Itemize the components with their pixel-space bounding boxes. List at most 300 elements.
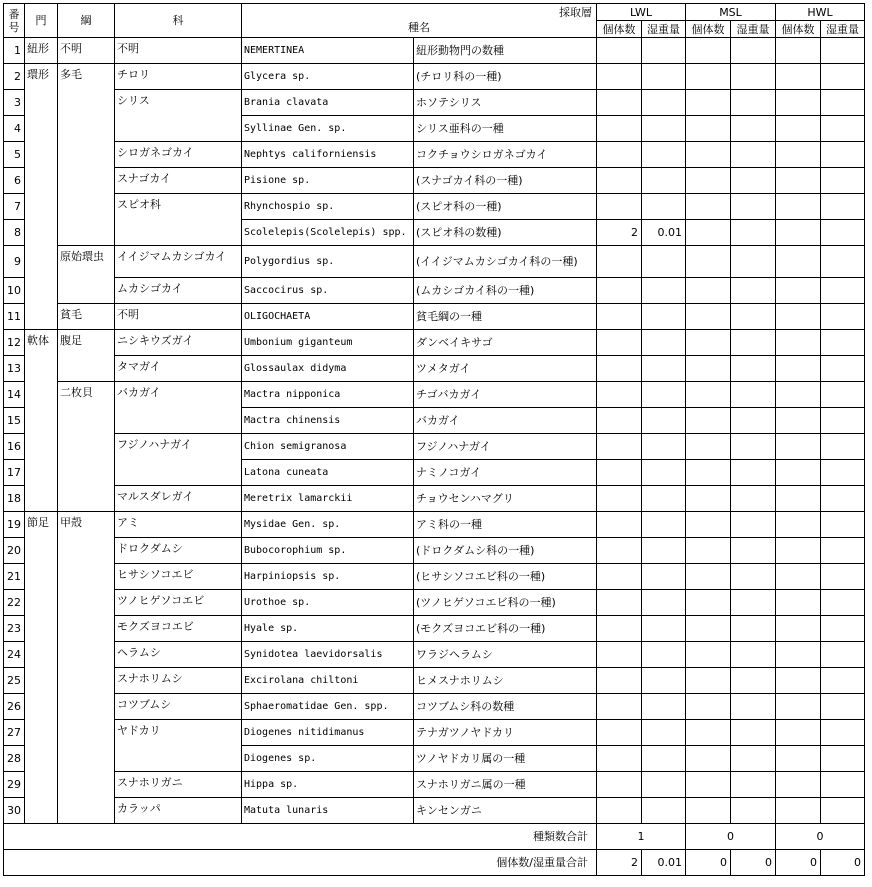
table-row <box>4 64 865 90</box>
row-msl-count <box>686 408 731 434</box>
row-lwl-count <box>597 330 642 356</box>
row-lwl-weight <box>642 246 686 278</box>
row-msl-count <box>686 486 731 512</box>
row-family: シリス <box>115 90 242 142</box>
row-family: アミ <box>115 512 242 538</box>
row-hwl-count <box>776 668 821 694</box>
row-family: マルスダレガイ <box>115 486 242 512</box>
row-msl-count <box>686 246 731 278</box>
row-scientific-name: Scolelepis(Scolelepis) spp. <box>242 220 414 246</box>
row-phylum: 節足 <box>25 512 58 824</box>
row-msl-count <box>686 590 731 616</box>
row-japanese-name: キンセンガニ <box>414 798 597 824</box>
row-class: 腹足 <box>58 330 115 382</box>
row-msl-count <box>686 90 731 116</box>
row-number: 8 <box>4 220 25 246</box>
row-hwl-weight <box>821 616 865 642</box>
row-hwl-count <box>776 278 821 304</box>
row-lwl-weight <box>642 168 686 194</box>
row-japanese-name: コクチョウシロガネゴカイ <box>414 142 597 168</box>
total-msl-weight: 0 <box>731 850 776 876</box>
row-lwl-count <box>597 772 642 798</box>
row-hwl-weight <box>821 278 865 304</box>
row-hwl-count <box>776 798 821 824</box>
row-japanese-name: (ドロクダムシ科の一種) <box>414 538 597 564</box>
row-lwl-count <box>597 168 642 194</box>
row-lwl-count <box>597 434 642 460</box>
table-row <box>4 330 865 356</box>
row-lwl-count <box>597 720 642 746</box>
row-number: 20 <box>4 538 25 564</box>
row-msl-count <box>686 746 731 772</box>
header-number: 番 号 <box>4 4 25 38</box>
row-number: 26 <box>4 694 25 720</box>
row-lwl-weight: 0.01 <box>642 220 686 246</box>
row-scientific-name: NEMERTINEA <box>242 38 414 64</box>
row-lwl-weight <box>642 746 686 772</box>
row-msl-count <box>686 616 731 642</box>
row-lwl-weight <box>642 304 686 330</box>
row-hwl-count <box>776 590 821 616</box>
row-msl-count <box>686 304 731 330</box>
row-lwl-weight <box>642 330 686 356</box>
table-row <box>4 668 865 694</box>
header-lwl-count: 個体数 <box>597 21 642 38</box>
row-phylum: 紐形 <box>25 38 58 64</box>
row-lwl-count <box>597 304 642 330</box>
row-hwl-weight <box>821 746 865 772</box>
row-number: 6 <box>4 168 25 194</box>
row-lwl-weight <box>642 356 686 382</box>
row-lwl-count <box>597 694 642 720</box>
row-lwl-count <box>597 642 642 668</box>
row-scientific-name: Rhynchospio sp. <box>242 194 414 220</box>
row-scientific-name: Excirolana chiltoni <box>242 668 414 694</box>
row-hwl-count <box>776 90 821 116</box>
row-scientific-name: Diogenes sp. <box>242 746 414 772</box>
row-hwl-count <box>776 330 821 356</box>
row-japanese-name: シリス亜科の一種 <box>414 116 597 142</box>
row-japanese-name: ナミノコガイ <box>414 460 597 486</box>
row-hwl-count <box>776 382 821 408</box>
row-number: 21 <box>4 564 25 590</box>
row-msl-weight <box>731 564 776 590</box>
header-msl-weight: 湿重量 <box>731 21 776 38</box>
row-hwl-count <box>776 168 821 194</box>
row-msl-weight <box>731 694 776 720</box>
row-msl-count <box>686 720 731 746</box>
row-lwl-weight <box>642 538 686 564</box>
row-japanese-name: (スピオ科の一種) <box>414 194 597 220</box>
row-scientific-name: Mactra nipponica <box>242 382 414 408</box>
row-hwl-count <box>776 142 821 168</box>
row-family: スナホリガニ <box>115 772 242 798</box>
row-number: 7 <box>4 194 25 220</box>
row-scientific-name: Chion semigranosa <box>242 434 414 460</box>
row-japanese-name: (スピオ科の数種) <box>414 220 597 246</box>
row-msl-weight <box>731 616 776 642</box>
table-row <box>4 798 865 824</box>
row-scientific-name: Hyale sp. <box>242 616 414 642</box>
row-msl-count <box>686 64 731 90</box>
row-number: 29 <box>4 772 25 798</box>
table-row <box>4 486 865 512</box>
row-japanese-name: (ヒサシソコエビ科の一種) <box>414 564 597 590</box>
row-hwl-weight <box>821 668 865 694</box>
row-lwl-count <box>597 408 642 434</box>
row-japanese-name: スナホリガニ属の一種 <box>414 772 597 798</box>
row-lwl-count <box>597 278 642 304</box>
total-msl-count: 0 <box>686 850 731 876</box>
row-msl-count <box>686 38 731 64</box>
header-msl-count: 個体数 <box>686 21 731 38</box>
row-japanese-name: ホソテシリス <box>414 90 597 116</box>
row-lwl-count <box>597 142 642 168</box>
row-hwl-weight <box>821 694 865 720</box>
row-hwl-count <box>776 746 821 772</box>
row-lwl-weight <box>642 564 686 590</box>
row-scientific-name: Sphaeromatidae Gen. spp. <box>242 694 414 720</box>
row-msl-weight <box>731 720 776 746</box>
row-family: ムカシゴカイ <box>115 278 242 304</box>
row-hwl-count <box>776 564 821 590</box>
row-hwl-weight <box>821 330 865 356</box>
header-lwl: LWL <box>597 4 686 21</box>
row-hwl-weight <box>821 116 865 142</box>
row-hwl-count <box>776 642 821 668</box>
row-number: 12 <box>4 330 25 356</box>
row-scientific-name: OLIGOCHAETA <box>242 304 414 330</box>
row-msl-count <box>686 278 731 304</box>
row-scientific-name: Matuta lunaris <box>242 798 414 824</box>
row-msl-weight <box>731 304 776 330</box>
table-body <box>4 38 865 824</box>
row-lwl-count <box>597 382 642 408</box>
row-family: ニシキウズガイ <box>115 330 242 356</box>
row-class: 貧毛 <box>58 304 115 330</box>
row-family: イイジマムカシゴカイ <box>115 246 242 278</box>
row-msl-weight <box>731 798 776 824</box>
row-class: 不明 <box>58 38 115 64</box>
table-row <box>4 38 865 64</box>
row-lwl-weight <box>642 382 686 408</box>
row-msl-weight <box>731 38 776 64</box>
row-class: 原始環虫 <box>58 246 115 304</box>
row-msl-weight <box>731 460 776 486</box>
table-row <box>4 194 865 220</box>
row-lwl-count <box>597 616 642 642</box>
row-lwl-weight <box>642 434 686 460</box>
row-japanese-name: ツメタガイ <box>414 356 597 382</box>
row-msl-count <box>686 220 731 246</box>
row-hwl-weight <box>821 246 865 278</box>
header-family: 科 <box>115 4 242 38</box>
row-lwl-weight <box>642 694 686 720</box>
row-scientific-name: Glossaulax didyma <box>242 356 414 382</box>
row-msl-weight <box>731 356 776 382</box>
row-family: ドロクダムシ <box>115 538 242 564</box>
row-lwl-weight <box>642 90 686 116</box>
row-msl-weight <box>731 486 776 512</box>
row-msl-weight <box>731 434 776 460</box>
table-row <box>4 304 865 330</box>
row-hwl-count <box>776 460 821 486</box>
row-lwl-count <box>597 246 642 278</box>
header-species: 種名 <box>408 21 430 34</box>
row-lwl-count <box>597 356 642 382</box>
row-family: バカガイ <box>115 382 242 434</box>
row-family: シロガネゴカイ <box>115 142 242 168</box>
row-scientific-name: Diogenes nitidimanus <box>242 720 414 746</box>
row-lwl-count <box>597 538 642 564</box>
row-hwl-weight <box>821 304 865 330</box>
row-hwl-weight <box>821 38 865 64</box>
row-japanese-name: チゴバカガイ <box>414 382 597 408</box>
row-number: 3 <box>4 90 25 116</box>
row-class: 二枚貝 <box>58 382 115 512</box>
row-scientific-name: Harpiniopsis sp. <box>242 564 414 590</box>
row-hwl-weight <box>821 220 865 246</box>
total-species-hwl: 0 <box>776 824 865 850</box>
total-lwl-weight: 0.01 <box>642 850 686 876</box>
row-number: 14 <box>4 382 25 408</box>
row-msl-weight <box>731 116 776 142</box>
table-row <box>4 694 865 720</box>
row-lwl-count <box>597 798 642 824</box>
row-msl-weight <box>731 642 776 668</box>
row-msl-weight <box>731 772 776 798</box>
row-lwl-weight <box>642 278 686 304</box>
row-scientific-name: Pisione sp. <box>242 168 414 194</box>
row-number: 25 <box>4 668 25 694</box>
row-hwl-weight <box>821 642 865 668</box>
row-class: 甲殻 <box>58 512 115 824</box>
total-species-label: 種類数合計 <box>4 824 597 850</box>
row-hwl-count <box>776 64 821 90</box>
header-layer: 採取層 <box>559 6 592 19</box>
row-msl-count <box>686 538 731 564</box>
row-scientific-name: Syllinae Gen. sp. <box>242 116 414 142</box>
row-lwl-weight <box>642 64 686 90</box>
row-lwl-count <box>597 590 642 616</box>
table-row <box>4 90 865 116</box>
species-table <box>3 3 865 876</box>
row-number: 22 <box>4 590 25 616</box>
row-family: モクズヨコエビ <box>115 616 242 642</box>
row-msl-count <box>686 564 731 590</box>
row-number: 13 <box>4 356 25 382</box>
row-hwl-count <box>776 356 821 382</box>
row-lwl-weight <box>642 616 686 642</box>
row-number: 15 <box>4 408 25 434</box>
row-scientific-name: Synidotea laevidorsalis <box>242 642 414 668</box>
table-row <box>4 772 865 798</box>
row-lwl-weight <box>642 798 686 824</box>
row-hwl-weight <box>821 512 865 538</box>
row-hwl-weight <box>821 408 865 434</box>
row-msl-count <box>686 460 731 486</box>
row-scientific-name: Mysidae Gen. sp. <box>242 512 414 538</box>
row-lwl-weight <box>642 460 686 486</box>
table-row <box>4 564 865 590</box>
row-number: 11 <box>4 304 25 330</box>
row-japanese-name: 紐形動物門の数種 <box>414 38 597 64</box>
row-lwl-count <box>597 486 642 512</box>
row-hwl-weight <box>821 772 865 798</box>
row-number: 27 <box>4 720 25 746</box>
row-hwl-weight <box>821 538 865 564</box>
row-msl-count <box>686 356 731 382</box>
table-row <box>4 278 865 304</box>
row-hwl-weight <box>821 434 865 460</box>
row-number: 23 <box>4 616 25 642</box>
row-lwl-count <box>597 668 642 694</box>
row-msl-count <box>686 168 731 194</box>
row-japanese-name: ワラジヘラムシ <box>414 642 597 668</box>
row-msl-weight <box>731 220 776 246</box>
row-msl-weight <box>731 382 776 408</box>
row-family: タマガイ <box>115 356 242 382</box>
row-lwl-weight <box>642 668 686 694</box>
row-scientific-name: Latona cuneata <box>242 460 414 486</box>
row-msl-weight <box>731 330 776 356</box>
row-scientific-name: Nephtys californiensis <box>242 142 414 168</box>
row-lwl-count <box>597 512 642 538</box>
row-hwl-count <box>776 616 821 642</box>
table-row <box>4 616 865 642</box>
table-row <box>4 642 865 668</box>
row-msl-count <box>686 512 731 538</box>
row-lwl-weight <box>642 642 686 668</box>
header-msl: MSL <box>686 4 776 21</box>
row-msl-weight <box>731 746 776 772</box>
total-hwl-weight: 0 <box>821 850 865 876</box>
row-lwl-weight <box>642 142 686 168</box>
row-japanese-name: (スナゴカイ科の一種) <box>414 168 597 194</box>
row-hwl-weight <box>821 64 865 90</box>
row-number: 4 <box>4 116 25 142</box>
row-family: ヤドカリ <box>115 720 242 772</box>
row-lwl-count <box>597 116 642 142</box>
row-scientific-name: Saccocirus sp. <box>242 278 414 304</box>
total-species-msl: 0 <box>686 824 776 850</box>
row-japanese-name: バカガイ <box>414 408 597 434</box>
row-hwl-weight <box>821 460 865 486</box>
row-msl-count <box>686 382 731 408</box>
row-number: 18 <box>4 486 25 512</box>
table-row <box>4 168 865 194</box>
row-hwl-weight <box>821 90 865 116</box>
table-row <box>4 538 865 564</box>
row-hwl-count <box>776 772 821 798</box>
row-number: 5 <box>4 142 25 168</box>
row-japanese-name: フジノハナガイ <box>414 434 597 460</box>
table-row <box>4 512 865 538</box>
row-family: ツノヒゲソコエビ <box>115 590 242 616</box>
row-japanese-name: アミ科の一種 <box>414 512 597 538</box>
table-row <box>4 142 865 168</box>
row-number: 19 <box>4 512 25 538</box>
row-lwl-weight <box>642 408 686 434</box>
row-msl-weight <box>731 408 776 434</box>
header-hwl-weight: 湿重量 <box>821 21 865 38</box>
row-japanese-name: (チロリ科の一種) <box>414 64 597 90</box>
row-hwl-weight <box>821 564 865 590</box>
row-msl-weight <box>731 538 776 564</box>
header-phylum: 門 <box>25 4 58 38</box>
row-hwl-count <box>776 116 821 142</box>
row-hwl-count <box>776 194 821 220</box>
row-scientific-name: Bubocorophium sp. <box>242 538 414 564</box>
row-lwl-count <box>597 38 642 64</box>
row-lwl-weight <box>642 116 686 142</box>
row-class: 多毛 <box>58 64 115 246</box>
row-lwl-count: 2 <box>597 220 642 246</box>
row-msl-count <box>686 116 731 142</box>
row-hwl-count <box>776 246 821 278</box>
row-lwl-weight <box>642 772 686 798</box>
row-msl-weight <box>731 668 776 694</box>
row-number: 10 <box>4 278 25 304</box>
header-lwl-weight: 湿重量 <box>642 21 686 38</box>
row-family: フジノハナガイ <box>115 434 242 486</box>
row-family: ヘラムシ <box>115 642 242 668</box>
row-hwl-weight <box>821 486 865 512</box>
row-lwl-count <box>597 460 642 486</box>
table-row <box>4 382 865 408</box>
row-family: コツブムシ <box>115 694 242 720</box>
row-hwl-count <box>776 220 821 246</box>
row-phylum: 軟体 <box>25 330 58 512</box>
row-scientific-name: Meretrix lamarckii <box>242 486 414 512</box>
row-family: スナゴカイ <box>115 168 242 194</box>
row-lwl-weight <box>642 590 686 616</box>
row-hwl-count <box>776 486 821 512</box>
header-species-cell <box>242 4 597 38</box>
row-msl-count <box>686 194 731 220</box>
row-msl-weight <box>731 512 776 538</box>
row-japanese-name: 貧毛綱の一種 <box>414 304 597 330</box>
row-msl-weight <box>731 90 776 116</box>
row-number: 28 <box>4 746 25 772</box>
row-msl-weight <box>731 194 776 220</box>
header-hwl-count: 個体数 <box>776 21 821 38</box>
row-hwl-count <box>776 538 821 564</box>
row-hwl-weight <box>821 382 865 408</box>
row-family: スピオ科 <box>115 194 242 246</box>
row-scientific-name: Glycera sp. <box>242 64 414 90</box>
row-msl-count <box>686 798 731 824</box>
row-number: 30 <box>4 798 25 824</box>
row-hwl-weight <box>821 798 865 824</box>
row-hwl-count <box>776 694 821 720</box>
row-number: 17 <box>4 460 25 486</box>
table-row <box>4 720 865 746</box>
row-msl-count <box>686 642 731 668</box>
row-lwl-count <box>597 90 642 116</box>
table-row <box>4 246 865 278</box>
row-lwl-count <box>597 194 642 220</box>
row-scientific-name: Urothoe sp. <box>242 590 414 616</box>
row-msl-count <box>686 434 731 460</box>
row-japanese-name: (イイジマムカシゴカイ科の一種) <box>414 246 597 278</box>
row-msl-count <box>686 668 731 694</box>
table-row <box>4 434 865 460</box>
row-hwl-weight <box>821 356 865 382</box>
row-lwl-weight <box>642 512 686 538</box>
row-scientific-name: Polygordius sp. <box>242 246 414 278</box>
row-scientific-name: Mactra chinensis <box>242 408 414 434</box>
